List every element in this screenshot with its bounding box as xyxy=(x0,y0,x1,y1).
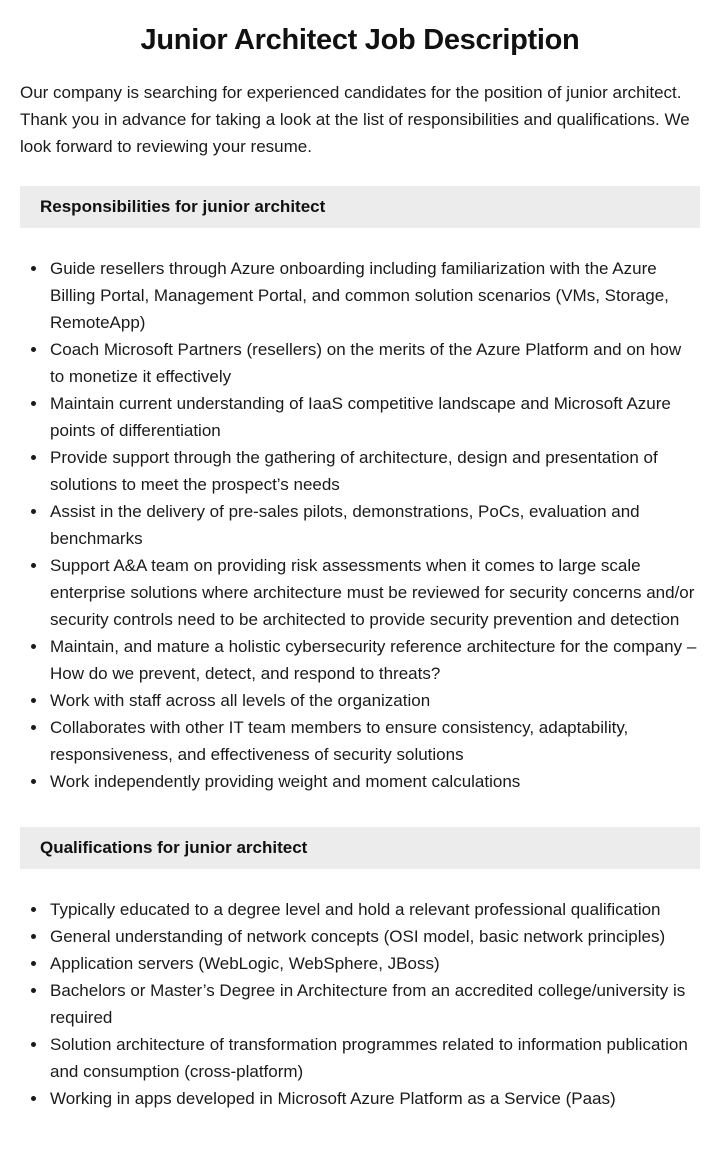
list-item: • Provide support through the gathering of architecture, design and presentation of solutions to meet the prospect’s needs xyxy=(48,444,700,498)
list-item: • Maintain, and mature a holistic cybersecurity reference architecture for the company – How do we prevent, detect, and respond to threats? xyxy=(48,633,700,687)
list-item: • Bachelors or Master’s Degree in Architecture from an accredited college/university is required xyxy=(48,977,700,1031)
responsibilities-section xyxy=(0,186,720,795)
list-item: • Work independently providing weight and moment calculations xyxy=(48,768,700,795)
list-item: • Solution architecture of transformation programmes related to information publication and consumption (cross-platform) xyxy=(48,1031,700,1085)
qualifications-section xyxy=(0,827,720,1112)
list-item: • General understanding of network concepts (OSI model, basic network principles) xyxy=(48,923,700,950)
page-title: Junior Architect Job Description xyxy=(140,24,580,56)
list-item: • Typically educated to a degree level and hold a relevant professional qualification xyxy=(48,896,700,923)
list-item: • Maintain current understanding of IaaS competitive landscape and Microsoft Azure points of differentiation xyxy=(48,390,700,444)
intro-paragraph: Our company is searching for experienced candidates for the position of junior architect. Thank you in advance for taking a look at the list of responsibilities and qualifications. We look forward to reviewing your resume. xyxy=(20,83,690,156)
list-item: • Work with staff across all levels of the organization xyxy=(48,687,700,714)
list-item: • Working in apps developed in Microsoft Azure Platform as a Service (Paas) xyxy=(48,1085,700,1112)
responsibilities-heading: Responsibilities for junior architect xyxy=(20,186,700,228)
responsibilities-list xyxy=(20,255,700,795)
list-item: • Assist in the delivery of pre-sales pilots, demonstrations, PoCs, evaluation and benchmarks xyxy=(48,498,700,552)
qualifications-heading: Qualifications for junior architect xyxy=(20,827,700,869)
list-item: • Application servers (WebLogic, WebSphere, JBoss) xyxy=(48,950,700,977)
list-item: • Support A&A team on providing risk assessments when it comes to large scale enterprise solutions where architecture must be reviewed for security concerns and/or security controls need to be architected to provide security prevention and detection xyxy=(48,552,700,633)
list-item: • Collaborates with other IT team members to ensure consistency, adaptability, responsiveness, and effectiveness of security solutions xyxy=(48,714,700,768)
list-item: • Coach Microsoft Partners (resellers) on the merits of the Azure Platform and on how to monetize it effectively xyxy=(48,336,700,390)
qualifications-list xyxy=(20,896,700,1112)
list-item: • Guide resellers through Azure onboarding including familiarization with the Azure Billing Portal, Management Portal, and common solution scenarios (VMs, Storage, RemoteApp) xyxy=(48,255,700,336)
